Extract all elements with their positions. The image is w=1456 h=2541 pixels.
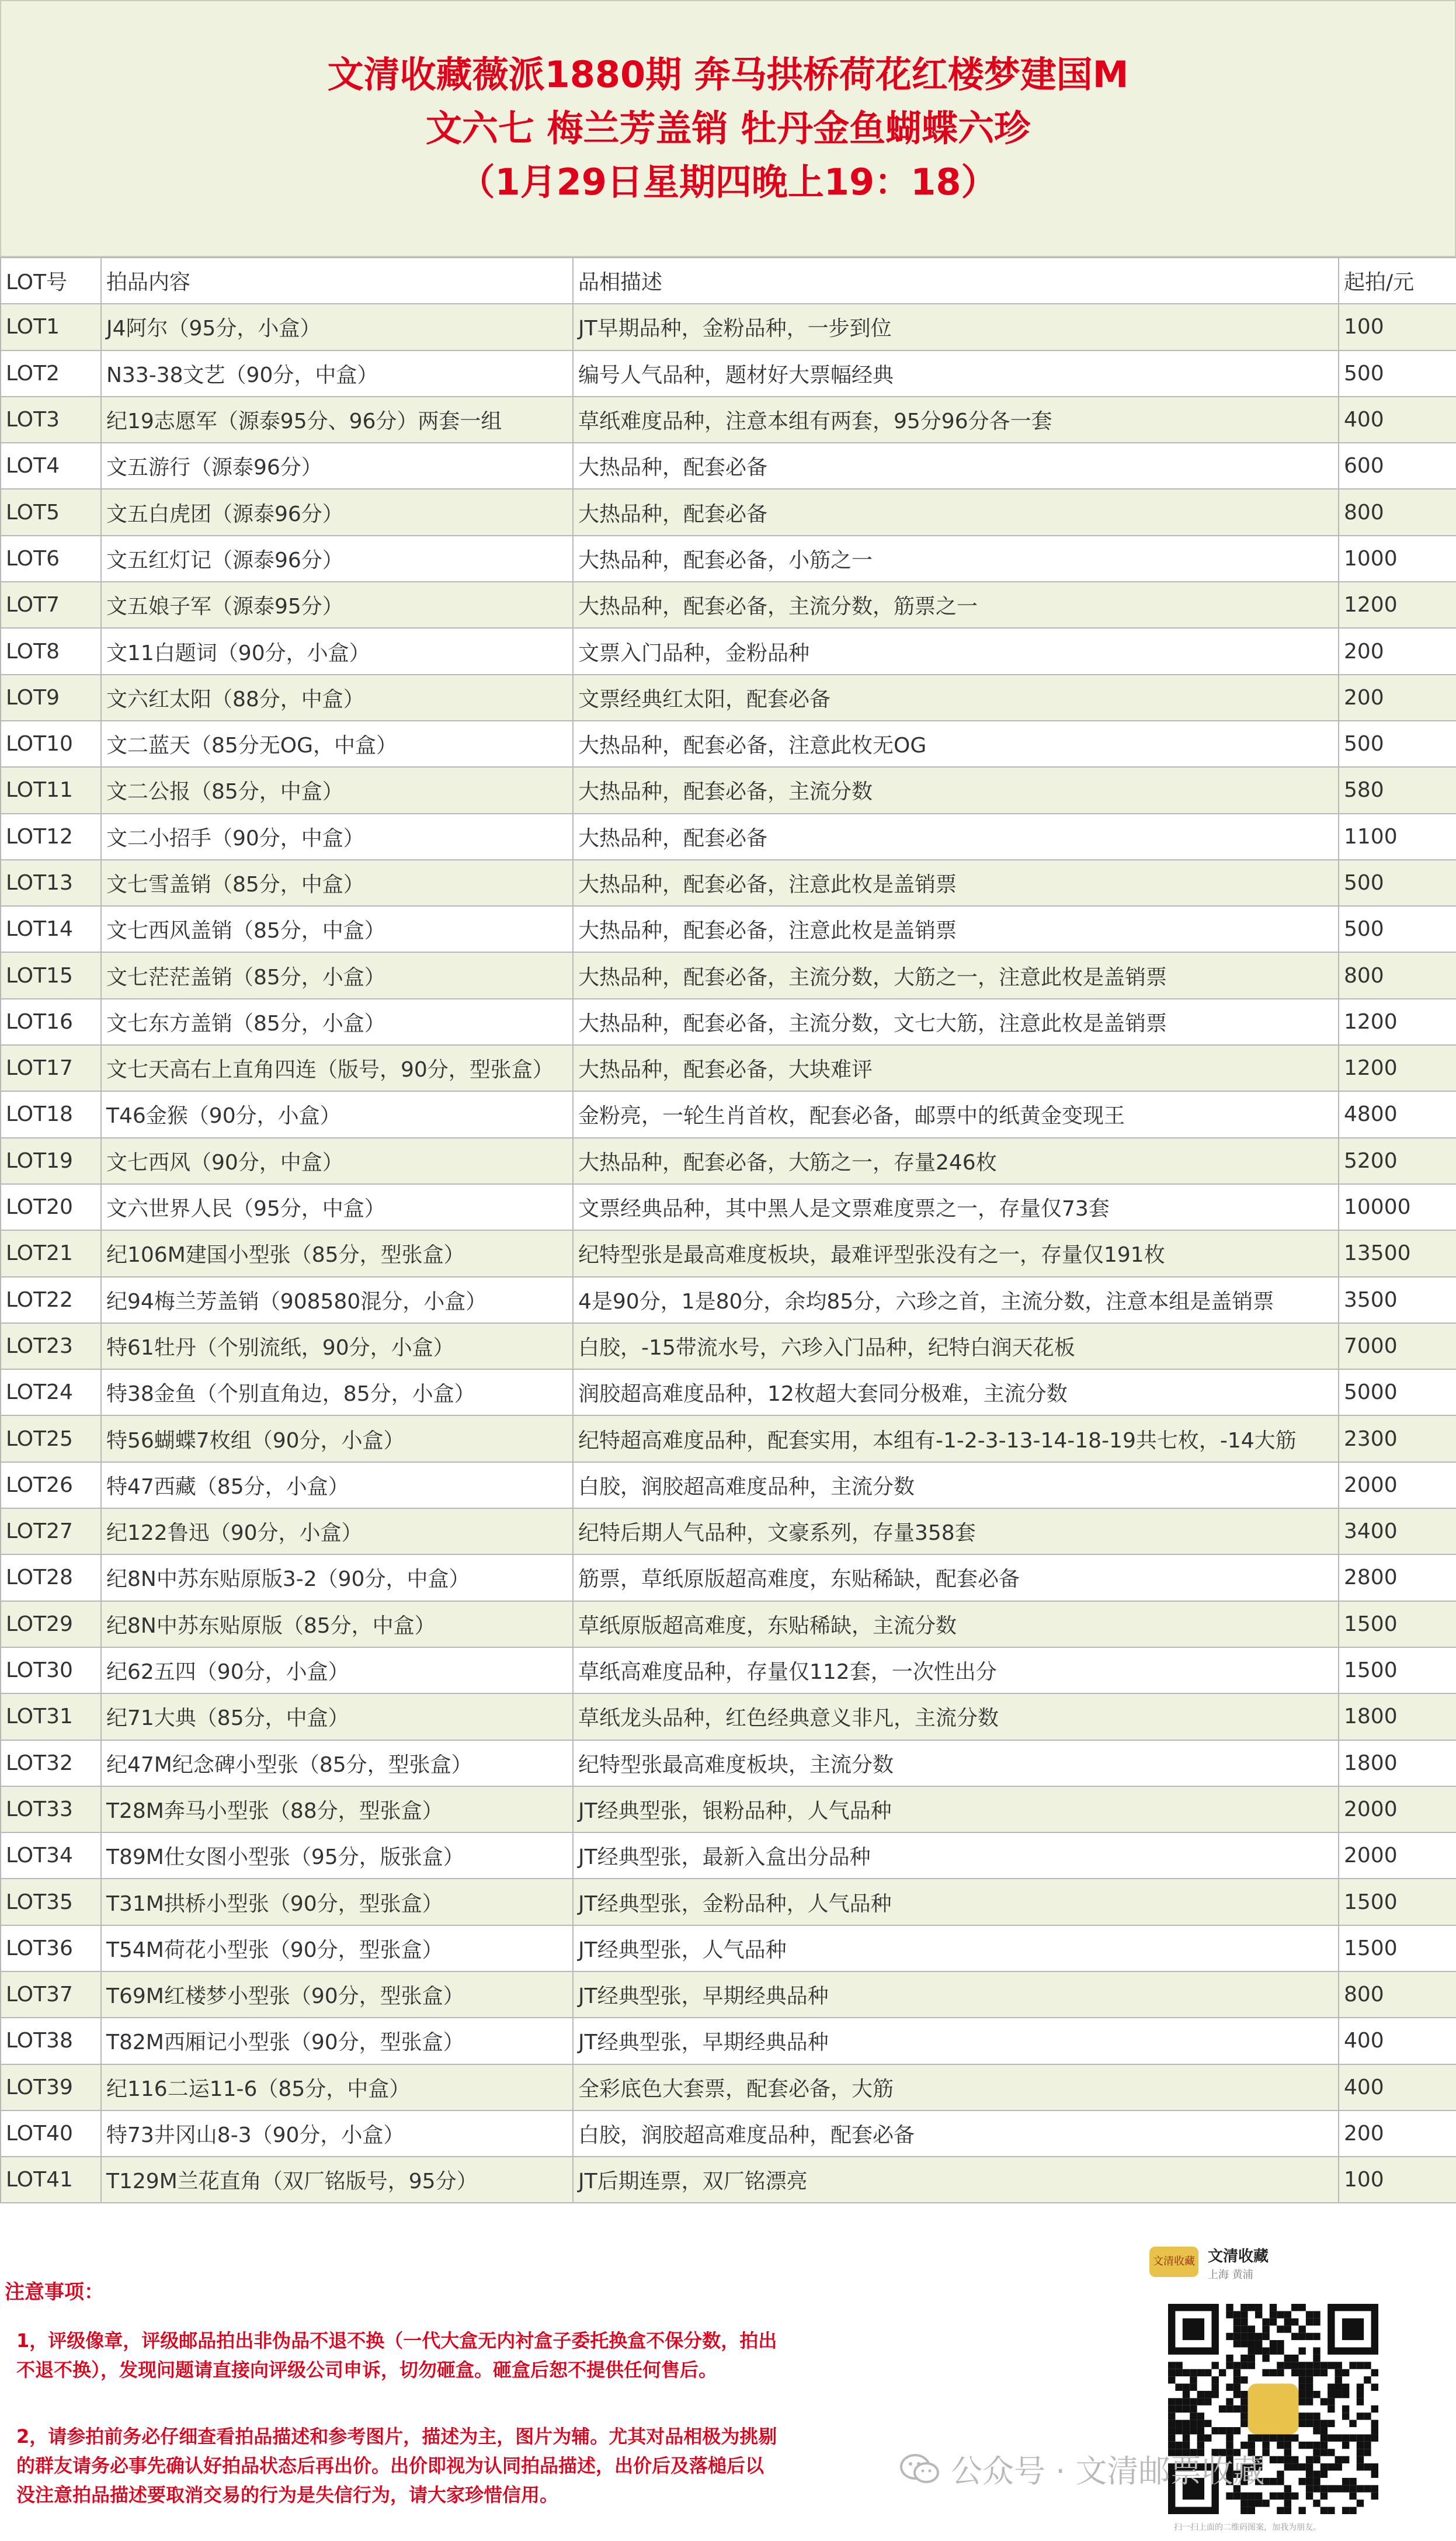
lot-number: LOT24	[1, 1369, 101, 1415]
lot-number: LOT35	[1, 1879, 101, 1925]
condition-description: 纪特型张最高难度板块，主流分数	[573, 1740, 1339, 1786]
item-name: 特56蝴蝶7枚组（90分，小盒）	[101, 1415, 573, 1462]
lot-number: LOT15	[1, 952, 101, 998]
item-name: 纪19志愿军（源泰95分、96分）两套一组	[101, 397, 573, 443]
table-row	[1, 536, 1456, 582]
condition-description: 4是90分，1是80分，余均85分，六珍之首，主流分数，注意本组是盖销票	[573, 1277, 1339, 1323]
condition-description: 大热品种，配套必备，大筋之一，存量246枚	[573, 1138, 1339, 1184]
lot-number: LOT34	[1, 1832, 101, 1879]
table-row	[1, 350, 1456, 397]
table-row	[1, 2064, 1456, 2110]
brand-logo: 文清收藏	[1149, 2247, 1198, 2277]
table-row	[1, 1091, 1456, 1137]
column-header-start-price: 起拍/元	[1339, 258, 1456, 304]
note-item: 1，评级像章，评级邮品拍出非伪品不退不换（一代大盒无内衬盒子委托换盒不保分数，拍出 不退不换），发现问题请直接向评级公司申诉，切勿砸盒。砸盒后恕不提供任何售后。	[16, 2330, 777, 2381]
start-price: 400	[1339, 2064, 1456, 2110]
table-row	[1, 1832, 1456, 1879]
condition-description: 大热品种，配套必备，注意此枚是盖销票	[573, 860, 1339, 906]
condition-description: JT经典型张，早期经典品种	[573, 2018, 1339, 2064]
condition-description: 文票入门品种，金粉品种	[573, 628, 1339, 674]
table-row	[1, 304, 1456, 350]
lot-number: LOT13	[1, 860, 101, 906]
start-price: 5200	[1339, 1138, 1456, 1184]
lot-number: LOT41	[1, 2157, 101, 2203]
qr-code-card	[1145, 2229, 1413, 2539]
lot-number: LOT6	[1, 536, 101, 582]
condition-description: 大热品种，配套必备	[573, 443, 1339, 489]
brand-location: 上海 黄浦	[1208, 2269, 1253, 2281]
condition-description: 大热品种，配套必备，注意此枚是盖销票	[573, 906, 1339, 952]
condition-description: 纪特型张是最高难度板块，最难评型张没有之一，存量仅191枚	[573, 1230, 1339, 1276]
lot-number: LOT7	[1, 582, 101, 628]
table-row	[1, 721, 1456, 767]
item-name: 文七西风（90分，中盒）	[101, 1138, 573, 1184]
condition-description: JT早期品种，金粉品种，一步到位	[573, 304, 1339, 350]
lot-number: LOT14	[1, 906, 101, 952]
lot-number: LOT5	[1, 489, 101, 535]
item-name: 文六世界人民（95分，中盒）	[101, 1184, 573, 1230]
table-row	[1, 1925, 1456, 1971]
lot-number: LOT19	[1, 1138, 101, 1184]
start-price: 1200	[1339, 1045, 1456, 1091]
start-price: 500	[1339, 721, 1456, 767]
start-price: 580	[1339, 767, 1456, 813]
table-row	[1, 1415, 1456, 1462]
lot-number: LOT21	[1, 1230, 101, 1276]
item-name: 纪8N中苏东贴原版（85分，中盒）	[101, 1601, 573, 1647]
table-row	[1, 1323, 1456, 1369]
title-line-1: 文清收藏薇派1880期 奔马拱桥荷花红楼梦建国M	[327, 53, 1129, 96]
condition-description: JT经典型张，金粉品种，人气品种	[573, 1879, 1339, 1925]
item-name: 特38金鱼（个别直角边，85分，小盒）	[101, 1369, 573, 1415]
condition-description: 草纸高难度品种，存量仅112套，一次性出分	[573, 1647, 1339, 1693]
start-price: 1500	[1339, 1925, 1456, 1971]
condition-description: 大热品种，配套必备，主流分数，筋票之一	[573, 582, 1339, 628]
item-name: T129M兰花直角（双厂铭版号，95分）	[101, 2157, 573, 2203]
table-row	[1, 2110, 1456, 2157]
condition-description: JT经典型张，人气品种	[573, 1925, 1339, 1971]
table-row	[1, 1601, 1456, 1647]
item-name: 纪47M纪念碑小型张（85分，型张盒）	[101, 1740, 573, 1786]
brand-name: 文清收藏	[1208, 2248, 1269, 2265]
condition-description: 筋票，草纸原版超高难度，东贴稀缺，配套必备	[573, 1554, 1339, 1601]
watermark	[899, 2446, 1265, 2491]
condition-description: 文票经典品种，其中黑人是文票难度票之一，存量仅73套	[573, 1184, 1339, 1230]
start-price: 500	[1339, 860, 1456, 906]
start-price: 2000	[1339, 1786, 1456, 1832]
start-price: 2300	[1339, 1415, 1456, 1462]
condition-description: JT经典型张，最新入盒出分品种	[573, 1832, 1339, 1879]
item-name: T82M西厢记小型张（90分，型张盒）	[101, 2018, 573, 2064]
lot-number: LOT33	[1, 1786, 101, 1832]
item-name: 特47西藏（85分，小盒）	[101, 1462, 573, 1508]
item-name: 文七东方盖销（85分，小盒）	[101, 999, 573, 1045]
condition-description: 大热品种，配套必备，大块难评	[573, 1045, 1339, 1091]
item-name: T54M荷花小型张（90分，型张盒）	[101, 1925, 573, 1971]
start-price: 1500	[1339, 1601, 1456, 1647]
wechat-icon	[899, 2453, 940, 2486]
start-price: 200	[1339, 675, 1456, 721]
condition-description: 草纸龙头品种，红色经典意义非凡，主流分数	[573, 1693, 1339, 1740]
start-price: 800	[1339, 952, 1456, 998]
lot-number: LOT4	[1, 443, 101, 489]
item-name: 纪106M建国小型张（85分，型张盒）	[101, 1230, 573, 1276]
start-price: 1500	[1339, 1647, 1456, 1693]
start-price: 600	[1339, 443, 1456, 489]
condition-description: 大热品种，配套必备	[573, 489, 1339, 535]
condition-description: 白胶，-15带流水号，六珍入门品种，纪特白润天花板	[573, 1323, 1339, 1369]
item-name: 文六红太阳（88分，中盒）	[101, 675, 573, 721]
item-name: 文五娘子军（源泰95分）	[101, 582, 573, 628]
item-name: 文11白题词（90分，小盒）	[101, 628, 573, 674]
start-price: 1800	[1339, 1740, 1456, 1786]
table-row	[1, 1786, 1456, 1832]
table-row	[1, 1647, 1456, 1693]
start-price: 500	[1339, 906, 1456, 952]
condition-description: 大热品种，配套必备	[573, 814, 1339, 860]
table-row	[1, 814, 1456, 860]
condition-description: 白胶，润胶超高难度品种，配套必备	[573, 2110, 1339, 2157]
item-name: 纪122鲁迅（90分，小盒）	[101, 1508, 573, 1554]
item-name: 文五游行（源泰96分）	[101, 443, 573, 489]
lot-number: LOT17	[1, 1045, 101, 1091]
start-price: 1200	[1339, 582, 1456, 628]
item-name: T28M奔马小型张（88分，型张盒）	[101, 1786, 573, 1832]
lot-number: LOT29	[1, 1601, 101, 1647]
table-row	[1, 1554, 1456, 1601]
start-price: 3500	[1339, 1277, 1456, 1323]
start-price: 3400	[1339, 1508, 1456, 1554]
table-row	[1, 1971, 1456, 2018]
condition-description: 草纸难度品种，注意本组有两套，95分96分各一套	[573, 397, 1339, 443]
start-price: 100	[1339, 304, 1456, 350]
condition-description: 大热品种，配套必备，主流分数	[573, 767, 1339, 813]
lot-number: LOT20	[1, 1184, 101, 1230]
column-header-condition: 品相描述	[573, 258, 1339, 304]
lot-number: LOT38	[1, 2018, 101, 2064]
start-price: 13500	[1339, 1230, 1456, 1276]
lot-table	[0, 257, 1456, 2203]
lot-number: LOT26	[1, 1462, 101, 1508]
item-name: 文七天高右上直角四连（版号，90分，型张盒）	[101, 1045, 573, 1091]
table-row	[1, 860, 1456, 906]
item-name: J4阿尔（95分，小盒）	[101, 304, 573, 350]
item-name: T69M红楼梦小型张（90分，型张盒）	[101, 1971, 573, 2018]
table-row	[1, 1508, 1456, 1554]
lot-number: LOT1	[1, 304, 101, 350]
condition-description: 文票经典红太阳，配套必备	[573, 675, 1339, 721]
lot-number: LOT37	[1, 1971, 101, 2018]
table-row	[1, 999, 1456, 1045]
table-row	[1, 1369, 1456, 1415]
table-header-row	[1, 258, 1456, 304]
item-name: 文二蓝天（85分无OG，中盒）	[101, 721, 573, 767]
lot-number: LOT22	[1, 1277, 101, 1323]
start-price: 1800	[1339, 1693, 1456, 1740]
start-price: 100	[1339, 2157, 1456, 2203]
lot-number: LOT18	[1, 1091, 101, 1137]
start-price: 800	[1339, 1971, 1456, 2018]
item-name: T89M仕女图小型张（95分，版张盒）	[101, 1832, 573, 1879]
lot-number: LOT2	[1, 350, 101, 397]
start-price: 2000	[1339, 1832, 1456, 1879]
condition-description: 纪特后期人气品种，文豪系列，存量358套	[573, 1508, 1339, 1554]
condition-description: 大热品种，配套必备，小筋之一	[573, 536, 1339, 582]
table-row	[1, 675, 1456, 721]
lot-number: LOT28	[1, 1554, 101, 1601]
table-row	[1, 582, 1456, 628]
lot-number: LOT11	[1, 767, 101, 813]
lot-number: LOT10	[1, 721, 101, 767]
item-name: N33-38文艺（90分，中盒）	[101, 350, 573, 397]
condition-description: JT经典型张，银粉品种，人气品种	[573, 1786, 1339, 1832]
condition-description: 编号人气品种，题材好大票幅经典	[573, 350, 1339, 397]
item-name: 文七西风盖销（85分，中盒）	[101, 906, 573, 952]
table-row	[1, 952, 1456, 998]
table-row	[1, 1462, 1456, 1508]
start-price: 400	[1339, 397, 1456, 443]
table-row	[1, 1277, 1456, 1323]
condition-description: 润胶超高难度品种，12枚超大套同分极难，主流分数	[573, 1369, 1339, 1415]
table-row	[1, 1138, 1456, 1184]
notes-title: 注意事项：	[5, 2280, 104, 2304]
condition-description: 金粉亮，一轮生肖首枚，配套必备，邮票中的纸黄金变现王	[573, 1091, 1339, 1137]
start-price: 400	[1339, 2018, 1456, 2064]
item-name: 文七雪盖销（85分，中盒）	[101, 860, 573, 906]
table-row	[1, 397, 1456, 443]
lot-number: LOT25	[1, 1415, 101, 1462]
start-price: 2000	[1339, 1462, 1456, 1508]
table-row	[1, 489, 1456, 535]
column-header-lot: LOT号	[1, 258, 101, 304]
lot-number: LOT8	[1, 628, 101, 674]
table-row	[1, 1184, 1456, 1230]
condition-description: 大热品种，配套必备，注意此枚无OG	[573, 721, 1339, 767]
item-name: 纪62五四（90分，小盒）	[101, 1647, 573, 1693]
item-name: 纪116二运11-6（85分，中盒）	[101, 2064, 573, 2110]
lot-number: LOT16	[1, 999, 101, 1045]
table-row	[1, 1879, 1456, 1925]
table-row	[1, 767, 1456, 813]
lot-number: LOT9	[1, 675, 101, 721]
condition-description: JT后期连票，双厂铭漂亮	[573, 2157, 1339, 2203]
start-price: 5000	[1339, 1369, 1456, 1415]
condition-description: 纪特超高难度品种，配套实用，本组有-1-2-3-13-14-18-19共七枚，-14大筋	[573, 1415, 1339, 1462]
item-name: 文五红灯记（源泰96分）	[101, 536, 573, 582]
lot-number: LOT36	[1, 1925, 101, 1971]
start-price: 10000	[1339, 1184, 1456, 1230]
item-name: 文二小招手（90分，中盒）	[101, 814, 573, 860]
lot-number: LOT23	[1, 1323, 101, 1369]
start-price: 1200	[1339, 999, 1456, 1045]
lot-number: LOT39	[1, 2064, 101, 2110]
table-row	[1, 1693, 1456, 1740]
condition-description: 全彩底色大套票，配套必备，大筋	[573, 2064, 1339, 2110]
note-item: 2，请参拍前务必仔细查看拍品描述和参考图片，描述为主，图片为辅。尤其对品相极为挑剔 的群友请务必事先确认好拍品状态后再出价。出价即视为认同拍品描述，出价后及落槌后以 没注意拍品描述要取消交易的行为是失信行为，请大家珍惜信用。	[16, 2425, 777, 2506]
condition-description: 草纸原版超高难度，东贴稀缺，主流分数	[573, 1601, 1339, 1647]
item-name: 文七茫茫盖销（85分，小盒）	[101, 952, 573, 998]
start-price: 1000	[1339, 536, 1456, 582]
start-price: 4800	[1339, 1091, 1456, 1137]
table-row	[1, 2157, 1456, 2203]
item-name: 纪8N中苏东贴原版3-2（90分，中盒）	[101, 1554, 573, 1601]
table-row	[1, 443, 1456, 489]
condition-description: 大热品种，配套必备，主流分数，文七大筋，注意此枚是盖销票	[573, 999, 1339, 1045]
lot-number: LOT30	[1, 1647, 101, 1693]
title-line-2: 文六七 梅兰芳盖销 牡丹金鱼蝴蝶六珍	[425, 107, 1031, 150]
table-row	[1, 1740, 1456, 1786]
start-price: 1500	[1339, 1879, 1456, 1925]
title-banner	[0, 0, 1456, 257]
start-price: 200	[1339, 2110, 1456, 2157]
lot-number: LOT32	[1, 1740, 101, 1786]
table-row	[1, 906, 1456, 952]
condition-description: 白胶，润胶超高难度品种，主流分数	[573, 1462, 1339, 1508]
item-name: 文二公报（85分，中盒）	[101, 767, 573, 813]
column-header-item: 拍品内容	[101, 258, 573, 304]
start-price: 7000	[1339, 1323, 1456, 1369]
start-price: 500	[1339, 350, 1456, 397]
item-name: T31M拱桥小型张（90分，型张盒）	[101, 1879, 573, 1925]
table-row	[1, 628, 1456, 674]
lot-number: LOT27	[1, 1508, 101, 1554]
start-price: 800	[1339, 489, 1456, 535]
lot-number: LOT31	[1, 1693, 101, 1740]
item-name: 特73井冈山8-3（90分，小盒）	[101, 2110, 573, 2157]
title-line-3: （1月29日星期四晚上19：18）	[458, 161, 998, 203]
start-price: 2800	[1339, 1554, 1456, 1601]
table-row	[1, 1230, 1456, 1276]
item-name: 特61牡丹（个别流纸，90分，小盒）	[101, 1323, 573, 1369]
watermark-text: 公众号 · 文清邮票收藏	[951, 2453, 1265, 2490]
item-name: 纪71大典（85分，中盒）	[101, 1693, 573, 1740]
start-price: 200	[1339, 628, 1456, 674]
condition-description: 大热品种，配套必备，主流分数，大筋之一，注意此枚是盖销票	[573, 952, 1339, 998]
item-name: 文五白虎团（源泰96分）	[101, 489, 573, 535]
table-row	[1, 2018, 1456, 2064]
condition-description: JT经典型张，早期经典品种	[573, 1971, 1339, 2018]
qr-caption: 扫一扫上面的二维码图案，加我为朋友。	[1174, 2523, 1321, 2532]
item-name: T46金猴（90分，小盒）	[101, 1091, 573, 1137]
item-name: 纪94梅兰芳盖销（908580混分，小盒）	[101, 1277, 573, 1323]
start-price: 1100	[1339, 814, 1456, 860]
table-row	[1, 1045, 1456, 1091]
lot-number: LOT3	[1, 397, 101, 443]
lot-number: LOT40	[1, 2110, 101, 2157]
lot-number: LOT12	[1, 814, 101, 860]
